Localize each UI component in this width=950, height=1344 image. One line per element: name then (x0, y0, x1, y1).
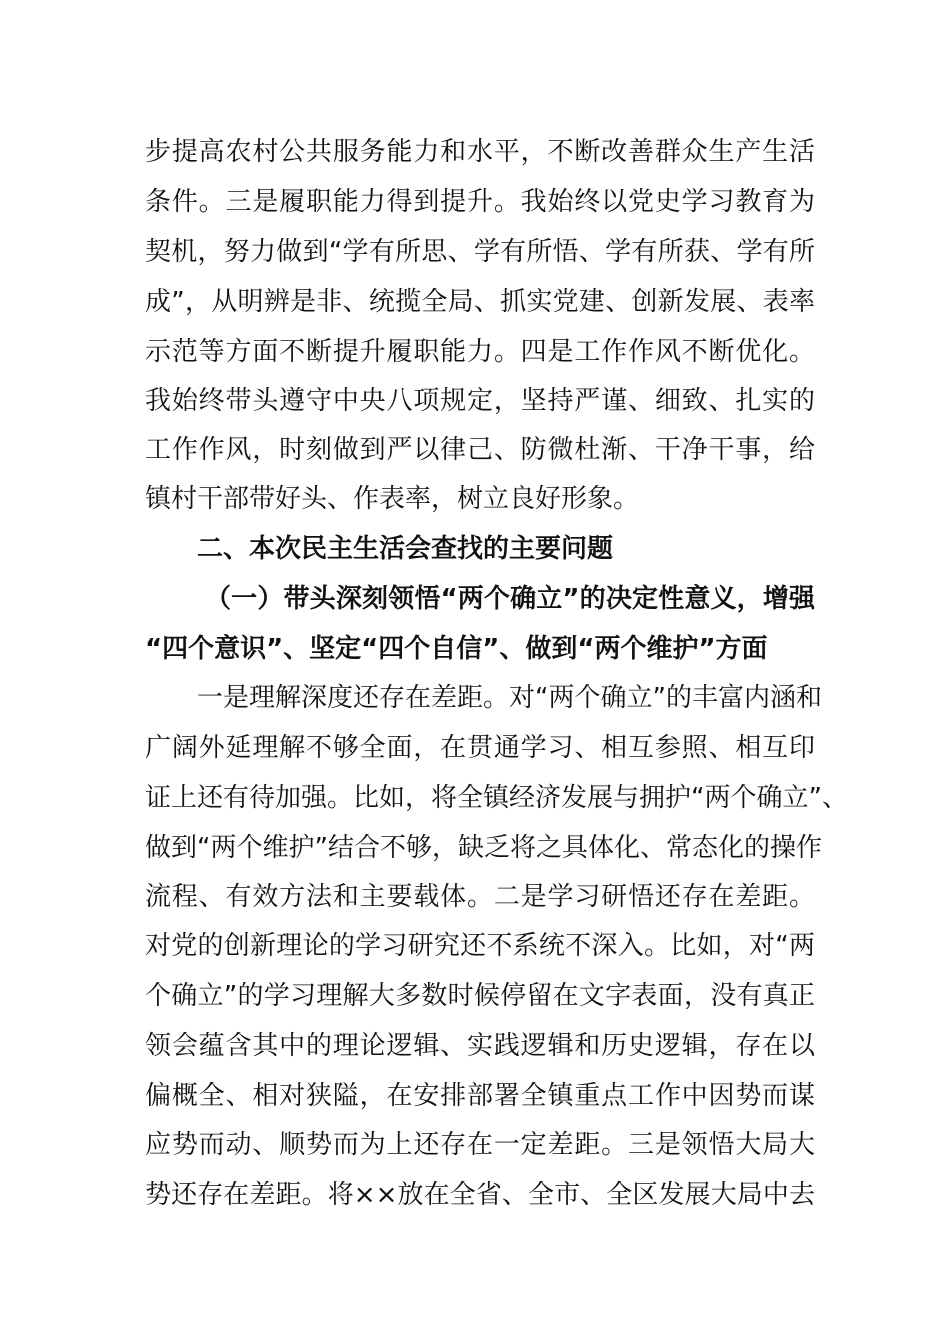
body-text-line: 流程、有效方法和主要载体。二是学习研悟还存在差距。 (145, 882, 815, 912)
body-text-line: 领会蕴含其中的理论逻辑、实践逻辑和历史逻辑，存在以 (145, 1031, 815, 1061)
body-text-line: 契机，努力做到“学有所思、学有所悟、学有所获、学有所 (145, 237, 815, 267)
body-text-line: 步提高农村公共服务能力和水平，不断改善群众生产生活 (145, 137, 815, 167)
body-text-line: 应势而动、顺势而为上还存在一定差距。三是领悟大局大 (145, 1130, 815, 1160)
body-text-line: 我始终带头遵守中央八项规定，坚持严谨、细致、扎实的 (145, 386, 815, 416)
body-text-line: 证上还有待加强。比如，将全镇经济发展与拥护“两个确立”、 (145, 783, 848, 813)
body-text-line: 做到“两个维护”结合不够，缺乏将之具体化、常态化的操作 (145, 833, 822, 863)
body-text-line: 示范等方面不断提升履职能力。四是工作作风不断优化。 (145, 337, 815, 367)
body-text-line: 势还存在差距。将××放在全省、全市、全区发展大局中去 (145, 1180, 815, 1210)
subsection-heading: “四个意识”、坚定“四个自信”、做到“两个维护”方面 (145, 634, 768, 664)
body-text-line: 广阔外延理解不够全面，在贯通学习、相互参照、相互印 (145, 733, 815, 763)
body-text-line: 工作作风，时刻做到严以律己、防微杜渐、干净干事，给 (145, 435, 815, 465)
section-heading: 二、本次民主生活会查找的主要问题 (197, 534, 614, 564)
body-text-line: 镇村干部带好头、作表率，树立良好形象。 (145, 484, 640, 514)
body-text-line: 条件。三是履职能力得到提升。我始终以党史学习教育为 (145, 187, 815, 217)
body-text-line: 成”，从明辨是非、统揽全局、抓实党建、创新发展、表率 (145, 287, 815, 317)
body-text-line: 偏概全、相对狭隘，在安排部署全镇重点工作中因势而谋 (145, 1081, 815, 1111)
subsection-heading: （一）带头深刻领悟“两个确立”的决定性意义，增强 (205, 584, 815, 614)
body-text-line: 对党的创新理论的学习研究还不系统不深入。比如，对“两 (145, 931, 815, 961)
body-text-line: 个确立”的学习理解大多数时候停留在文字表面，没有真正 (145, 981, 815, 1011)
body-text-line: 一是理解深度还存在差距。对“两个确立”的丰富内涵和 (197, 683, 822, 713)
